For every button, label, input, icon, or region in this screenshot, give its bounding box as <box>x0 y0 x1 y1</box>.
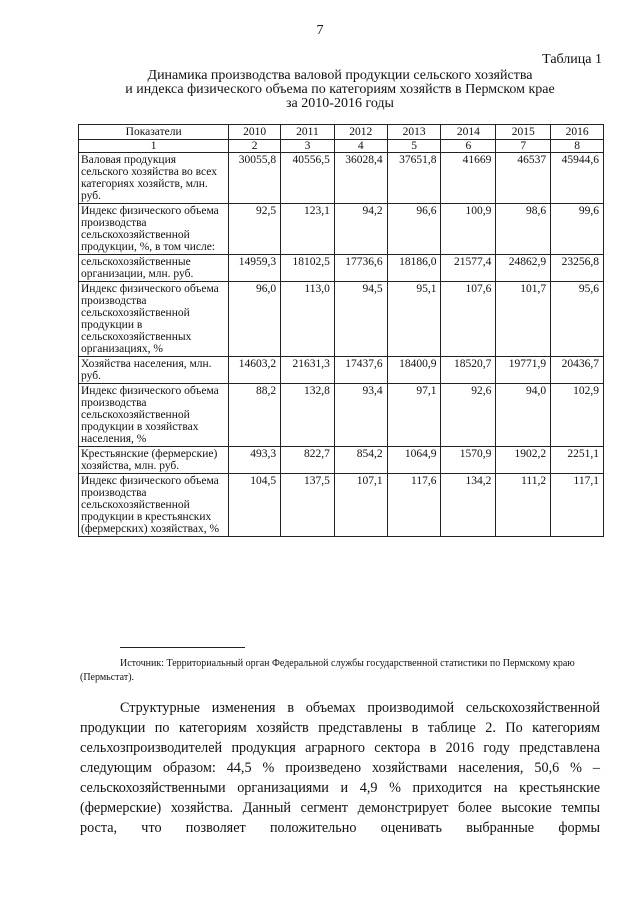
table-title-line: Динамика производства валовой продукции сельского хозяйства <box>147 68 533 83</box>
table-cell: 99,6 <box>551 204 604 255</box>
table-cell: 117,1 <box>551 474 604 537</box>
table-cell: 21631,3 <box>281 357 335 384</box>
table-cell: 40556,5 <box>281 153 335 204</box>
column-number: 6 <box>441 140 496 153</box>
table-cell: 101,7 <box>496 282 551 357</box>
table-cell: 30055,8 <box>229 153 281 204</box>
table-cell: 123,1 <box>281 204 335 255</box>
body-line: сельскохозяйственными организациями и 4,9 % приходится на крестьянские <box>80 780 600 796</box>
column-number: 3 <box>281 140 335 153</box>
body-paragraph <box>80 698 600 838</box>
table-cell: 493,3 <box>229 447 281 474</box>
table-cell: 104,5 <box>229 474 281 537</box>
table-cell: 107,6 <box>441 282 496 357</box>
table-row <box>79 282 604 357</box>
table-cell: 20436,7 <box>551 357 604 384</box>
header-year: 2013 <box>387 125 441 140</box>
row-label: Индекс физического объема производства сельскохозяйственной продукции в сельскохозяйственных организациях, % <box>79 282 229 357</box>
table-cell: 41669 <box>441 153 496 204</box>
table-cell: 92,6 <box>441 384 496 447</box>
table-cell: 822,7 <box>281 447 335 474</box>
table-cell: 94,2 <box>334 204 387 255</box>
table-cell: 134,2 <box>441 474 496 537</box>
source-note: Источник: Территориальный орган Федеральной службы государственной статистики по Пермскому краю (Пермьстат). <box>80 658 575 683</box>
table-cell: 95,1 <box>387 282 441 357</box>
table-cell: 19771,9 <box>496 357 551 384</box>
table-cell: 17437,6 <box>334 357 387 384</box>
column-number: 1 <box>79 140 229 153</box>
table-cell: 92,5 <box>229 204 281 255</box>
table-cell: 18400,9 <box>387 357 441 384</box>
table-cell: 17736,6 <box>334 255 387 282</box>
table-label: Таблица 1 <box>542 52 602 67</box>
body-line: сельхозпроизводителей продукция аграрного сектора в 2016 году представлена <box>80 740 600 756</box>
header-year: 2011 <box>281 125 335 140</box>
table-cell: 95,6 <box>551 282 604 357</box>
table-cell: 113,0 <box>281 282 335 357</box>
table-cell: 14959,3 <box>229 255 281 282</box>
column-number: 2 <box>229 140 281 153</box>
table-cell: 46537 <box>496 153 551 204</box>
table-row <box>79 384 604 447</box>
column-number: 7 <box>496 140 551 153</box>
body-line: следующим образом: 44,5 % произведено хозяйствами населения, 50,6 % – <box>80 760 600 776</box>
table-cell: 23256,8 <box>551 255 604 282</box>
table-cell: 94,5 <box>334 282 387 357</box>
table-cell: 37651,8 <box>387 153 441 204</box>
table-cell: 36028,4 <box>334 153 387 204</box>
table-title-line: и индекса физического объема по категориям хозяйств в Пермском крае <box>125 82 555 97</box>
table-cell: 18102,5 <box>281 255 335 282</box>
table-row <box>79 204 604 255</box>
header-year: 2016 <box>551 125 604 140</box>
table-cell: 137,5 <box>281 474 335 537</box>
column-number: 8 <box>551 140 604 153</box>
table-cell: 96,0 <box>229 282 281 357</box>
table-cell: 132,8 <box>281 384 335 447</box>
header-year: 2012 <box>334 125 387 140</box>
header-year: 2010 <box>229 125 281 140</box>
body-line: продукции по категориям хозяйств представлены в таблице 2. По категориям <box>80 720 600 736</box>
table-cell: 2251,1 <box>551 447 604 474</box>
table-title <box>80 69 600 111</box>
table-row <box>79 255 604 282</box>
column-number: 5 <box>387 140 441 153</box>
table-cell: 1902,2 <box>496 447 551 474</box>
row-label: Индекс физического объема производства сельскохозяйственной продукции, %, в том числе: <box>79 204 229 255</box>
table-cell: 94,0 <box>496 384 551 447</box>
row-label: сельскохозяйственные организации, млн. руб. <box>79 255 229 282</box>
statistics-table <box>78 124 604 537</box>
body-line: Структурные изменения в объемах производимой сельскохозяйственной <box>120 700 600 716</box>
table-cell: 88,2 <box>229 384 281 447</box>
table-cell: 93,4 <box>334 384 387 447</box>
header-year: 2015 <box>496 125 551 140</box>
table-cell: 1570,9 <box>441 447 496 474</box>
row-label: Индекс физического объема производства сельскохозяйственной продукции в крестьянских (фермерских) хозяйствах, % <box>79 474 229 537</box>
table-cell: 14603,2 <box>229 357 281 384</box>
body-line: роста, что позволяет положительно оценивать выбранные формы <box>80 820 600 836</box>
table-cell: 117,6 <box>387 474 441 537</box>
row-label: Хозяйства населения, млн. руб. <box>79 357 229 384</box>
table-cell: 98,6 <box>496 204 551 255</box>
column-number-row <box>79 140 604 153</box>
table-cell: 854,2 <box>334 447 387 474</box>
header-year: 2014 <box>441 125 496 140</box>
table-cell: 111,2 <box>496 474 551 537</box>
table-cell: 18186,0 <box>387 255 441 282</box>
row-label: Валовая продукция сельского хозяйства во всех категориях хозяйств, млн. руб. <box>79 153 229 204</box>
table-row <box>79 153 604 204</box>
body-line: (фермерские) хозяйства. Данный сегмент демонстрирует более высокие темпы <box>80 800 600 816</box>
table-cell: 18520,7 <box>441 357 496 384</box>
table-row <box>79 357 604 384</box>
row-label: Крестьянские (фермерские) хозяйства, млн. руб. <box>79 447 229 474</box>
table-cell: 100,9 <box>441 204 496 255</box>
table-cell: 21577,4 <box>441 255 496 282</box>
footnote-separator <box>120 647 245 648</box>
table-cell: 45944,6 <box>551 153 604 204</box>
table-header-row <box>79 125 604 140</box>
table-cell: 97,1 <box>387 384 441 447</box>
table-row <box>79 447 604 474</box>
row-label: Индекс физического объема производства сельскохозяйственной продукции в хозяйствах населения, % <box>79 384 229 447</box>
table-cell: 24862,9 <box>496 255 551 282</box>
table-row <box>79 474 604 537</box>
table-cell: 107,1 <box>334 474 387 537</box>
table-cell: 102,9 <box>551 384 604 447</box>
column-number: 4 <box>334 140 387 153</box>
table-cell: 1064,9 <box>387 447 441 474</box>
table-title-line: за 2010-2016 годы <box>286 96 394 111</box>
page-number: 7 <box>316 23 324 38</box>
table-cell: 96,6 <box>387 204 441 255</box>
header-indicator: Показатели <box>79 125 229 140</box>
